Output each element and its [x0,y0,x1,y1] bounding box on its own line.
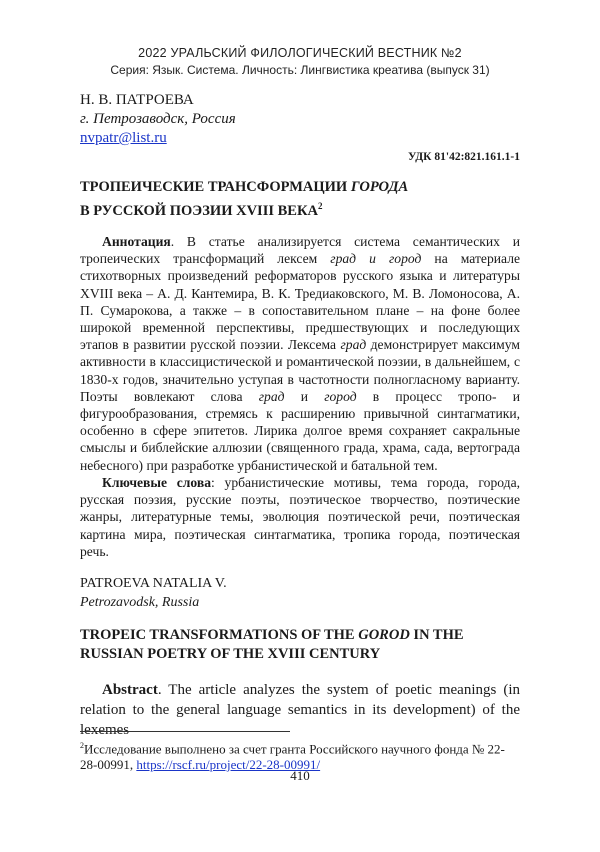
author-city-ru: г. Петрозаводск, Россия [80,111,236,127]
abstract-ru-label: Аннотация [102,234,171,249]
author-email-link[interactable]: nvpatr@list.ru [80,130,167,146]
abstract-ru-italic: град и город [330,251,422,267]
keywords-ru-text: : урбанистические мотивы, тема города, города, русская поэзия, русские поэты, поэтическое творчество, поэтические жанры, литературные темы, эволюция поэтической речи, поэтическая картина мира, поэтическая синтагматика, тропика города, поэтическая речь. [80,475,520,559]
author-city-en: Petrozavodsk, Russia [80,595,200,610]
abstract-ru [80,233,520,474]
journal-series: Серия: Язык. Система. Личность: Лингвистика креатива (выпуск 31) [110,63,490,77]
title-en-part2: IN THE RUSSIAN POETRY OF THE XVIII CENTURY [80,627,464,662]
udk-code: УДК 81'42:821.161.1-1 [407,151,520,163]
title-ru-italic: ГОРОДА [350,179,409,195]
author-name-ru: Н. В. ПАТРОЕВА [80,92,194,108]
keywords-ru [80,474,520,560]
journal-title: 2022 УРАЛЬСКИЙ ФИЛОЛОГИЧЕСКИЙ ВЕСТНИК №2 [138,46,462,60]
footnote-mark: 2 [80,741,84,750]
title-en-italic: GOROD [358,627,410,643]
article-title-en [80,626,520,664]
abstract-ru-italic: город [324,388,357,404]
page-number: 410 [290,768,310,783]
article-title-ru [80,178,408,221]
abstract-ru-text: и [284,388,325,404]
abstract-ru-text: демонстрирует максимум активности в классицистической и романтической поэзии, в дальнейшем, с 1830-х годов, значительно уступая в частотности полногласному варианту. Поэты вовлекают слова [80,337,521,404]
abstract-ru-text: . В статье анализируется система семантических и тропеических трансформаций лексем [80,234,520,267]
abstract-ru-text: на материале стихотворных произведений реформаторов русского языка и литературы XVIII века – А. Д. Кантемира, В. К. Тредиаковского, М. В. Ломоносова, А. П. Сумарокова, а также – в сопоставительном плане – на фоне более широкой временной перспективы, предшествующих и последующих этапов в развитии русской поэзии. Лексема [80,251,521,353]
abstract-ru-text: в процесс тропо- и фигурообразования, стремясь к расширению привычной синтагматики, особенно в сфере эпитетов. Лирика долгое время сохраняет сакральные смыслы и библейские аллюзии (священного града, храма, сада, вертограда небесного) при разработке урбанистической и батальной тем. [80,388,520,473]
title-en-part1: TROPEIC TRANSFORMATIONS OF THE [80,627,359,643]
abstract-en-label: Abstract [102,682,158,698]
footnote-divider [80,731,290,732]
title-footnote-mark: 2 [317,201,323,211]
abstract-en-text: . The article analyzes the system of poetic meanings (in relation to the general language semantics in its development) of the lexemes [80,682,520,738]
title-ru-line2: В РУССКОЙ ПОЭЗИИ XVIII ВЕКА [80,202,318,219]
footnote-link[interactable]: https://rscf.ru/project/22-28-00991/ [136,757,321,773]
title-ru-part1: ТРОПЕИЧЕСКИЕ ТРАНСФОРМАЦИИ [80,179,351,195]
footnote-text: Исследование выполнено за счет гранта Российского научного фонда № 22-28-00991, [80,741,505,773]
keywords-ru-label: Ключевые слова [102,475,212,490]
author-name-en: PATROEVA NATALIA V. [80,576,227,591]
abstract-ru-italic: град [258,388,285,404]
abstract-ru-italic: град [340,337,367,353]
